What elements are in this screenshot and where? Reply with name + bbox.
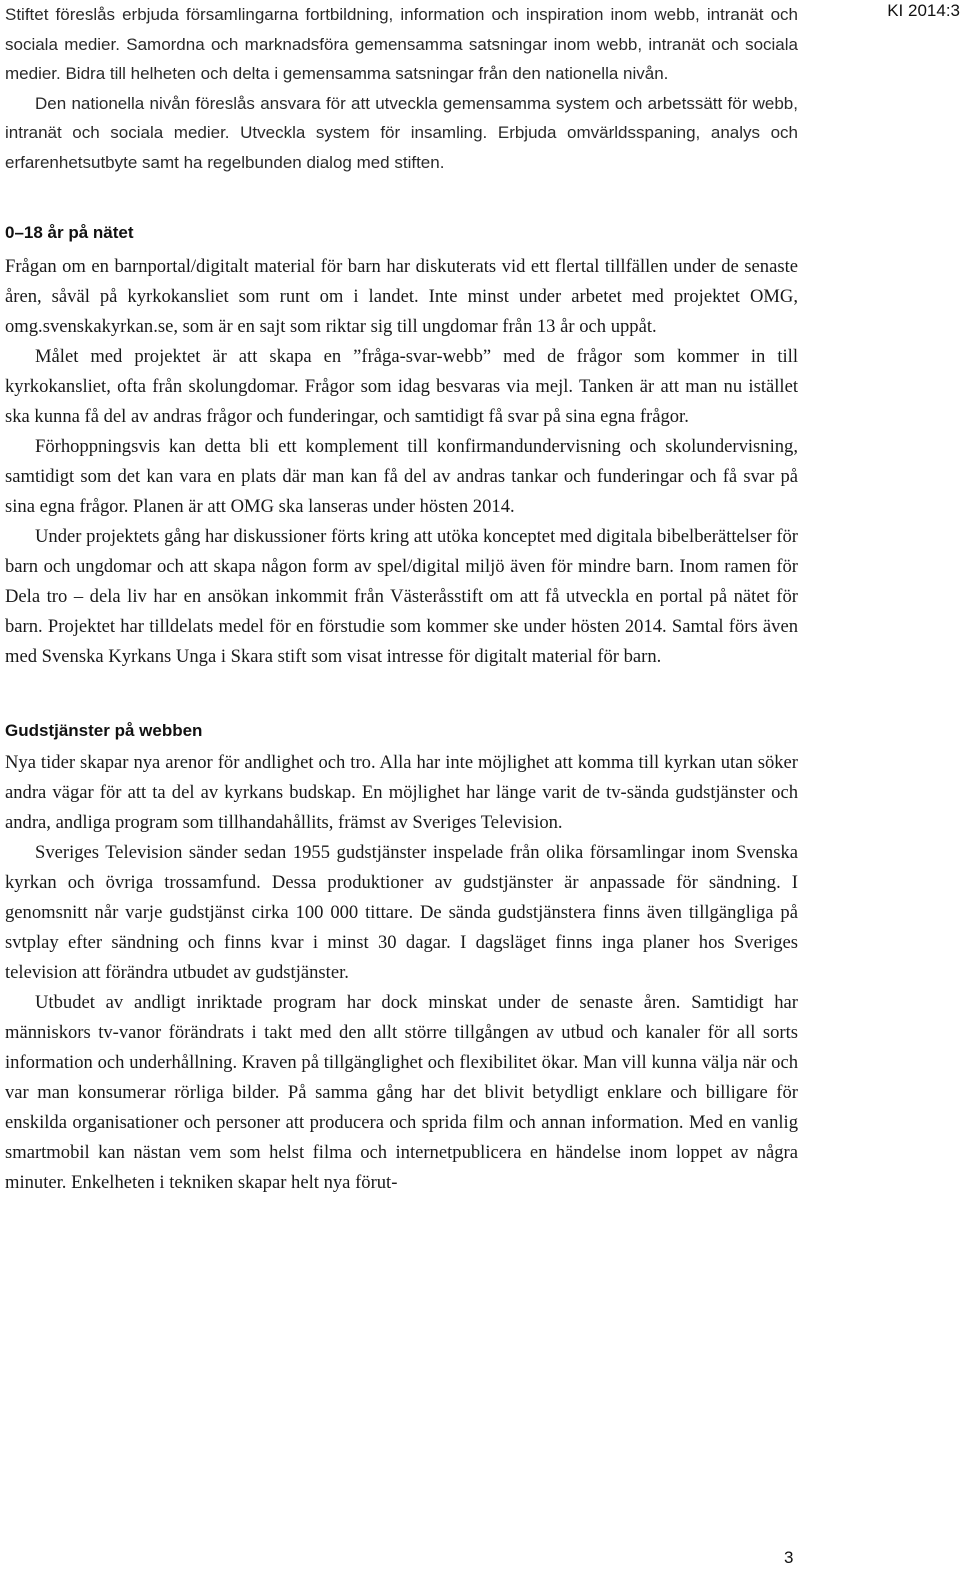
paragraph: Nya tider skapar nya arenor för andlighet och tro. Alla har inte möjlighet att komma till kyrkan utan söker andra vägar för att ta del av kyrkans budskap. En möjlighet har länge varit de tv-sända gudstjänster och andra, andliga program som tillhandahållits, främst av Sveriges Television. — [5, 751, 798, 833]
intro-paragraph-stift: Stiftet föreslås erbjuda församlingarna fortbildning, information och inspiration inom webb, intranät och sociala medier. Samordna och marknadsföra gemensamma satsningar inom webb, intranät och sociala medier. Bidra till helheten och delta i gemensamma satsningar från den nationella nivån. — [5, 5, 798, 84]
intro-paragraph-nationell: Den nationella nivån föreslås ansvara för att utveckla gemensamma system och arbetssätt för webb, intranät och sociala medier. Utveckla system för insamling. Erbjuda omvärldsspaning, analys och erfarenhetsutbyte samt ha regelbunden dialog med stiften. — [5, 93, 798, 172]
document-id: KI 2014:3 — [887, 1, 960, 20]
section-heading-gudstjanster: Gudstjänster på webben — [5, 720, 203, 740]
paragraph: Förhoppningsvis kan detta bli ett komplement till konfirmandundervisning och skolundervisning, samtidigt som det kan vara en plats där man kan få del av andras tankar och funderingar och få svar på sina egna frågor. Planen är att OMG ska lanseras under hösten 2014. — [5, 435, 798, 517]
paragraph: Målet med projektet är att skapa en ”fråga-svar-webb” med de frågor som kommer in till kyrkokansliet, ofta från skolungdomar. Frågor som idag besvaras via mejl. Tanken är att man nu istället ska kunna få del av andras frågor och funderingar, och samtidigt få svar på sina egna frågor. — [5, 345, 798, 427]
page-content — [5, 0, 798, 1198]
paragraph: Under projektets gång har diskussioner förts kring att utöka konceptet med digitala bibelberättelser för barn och ungdomar och att skapa någon form av spel/digital miljö även för mindre barn. Inom ramen för Dela tro – dela liv har en ansökan inkommit från Västeråsstift om att få utveckla en portal på nätet för barn. Projektet har tilldelats medel för en förstudie som kommer ske under hösten 2014. Samtal förs även med Svenska Kyrkans Unga i Skara stift som visat intresse för digitalt material för barn. — [5, 525, 798, 667]
page-number: 3 — [784, 1548, 794, 1567]
paragraph: Utbudet av andligt inriktade program har dock minskat under de senaste åren. Samtidigt har människors tv-vanor förändrats i takt med den allt större tillgången av utbud och kanaler för all sorts information och underhållning. Kraven på tillgänglighet och flexibilitet ökar. Man vill kunna välja när och var man konsumerar rörliga bilder. På samma gång har det blivit betydligt enklare och billigare för enskilda organisationer och personer att producera och sprida film och annan information. Med en vanlig smartmobil kan nästan vem som helst filma och internetpublicera en händelse inom loppet av några minuter. Enkelheten i tekniken skapar helt nya förut- — [5, 991, 798, 1193]
section-heading-0-18: 0–18 år på nätet — [5, 222, 134, 242]
paragraph: Sveriges Television sänder sedan 1955 gudstjänster inspelade från olika församlingar inom Svenska kyrkan och övriga trossamfund. Dessa produktioner av gudstjänster är anpassade för sändning. I genomsnitt når varje gudstjänst cirka 100 000 tittare. De sända gudstjänstera finns även tillgängliga på svtplay efter sändning och finns kvar i minst 30 dagar. I dagsläget finns inga planer hos Sveriges television att förändra utbudet av gudstjänster. — [5, 841, 798, 983]
paragraph: Frågan om en barnportal/digitalt material för barn har diskuterats vid ett flertal tillfällen under de senaste åren, såväl på kyrkokansliet som runt om i landet. Inte minst under arbetet med projektet OMG, omg.svenskakyrkan.se, som är en sajt som riktar sig till ungdomar från 13 år och uppåt. — [5, 255, 798, 337]
